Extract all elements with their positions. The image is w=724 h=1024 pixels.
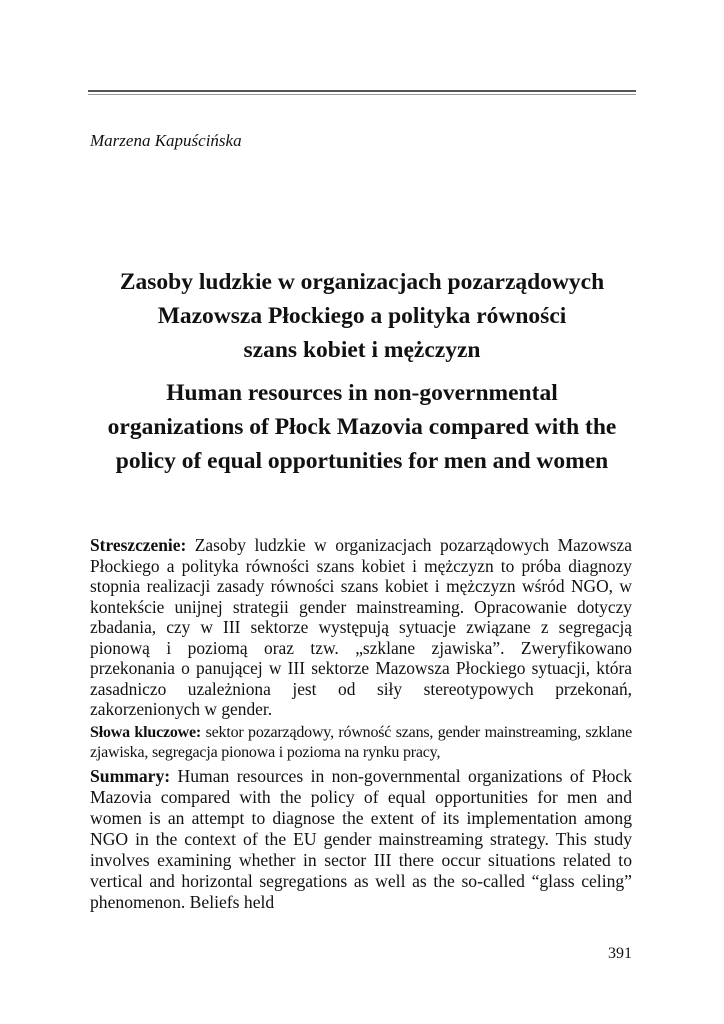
abstract-polish	[90, 535, 632, 720]
keywords-text: sektor pozarządowy, równość szans, gender mainstreaming, szklane zjawiska, segregacja pionowa i pozioma na rynku pracy,	[90, 723, 632, 761]
abstract-english-text: Human resources in non-governmental organizations of Płock Mazovia compared with the policy of equal opportunities for men and women is an attempt to diagnose the extent of its implementation among NGO in the context of the EU gender mainstreaming strategy. This study involves examining whether in sector III there occur situations related to vertical and horizontal segregations as well as the so-called “glass celing” phenomenon. Beliefs held	[90, 765, 632, 912]
title-english-line: policy of equal opportunities for men and women	[115, 448, 609, 474]
header-rule	[88, 90, 636, 92]
title-english-line: organizations of Płock Mazovia compared with the	[107, 414, 617, 440]
abstract-polish-text: Zasoby ludzkie w organizacjach pozarządowych Mazowsza Płockiego a polityka równości szans kobiet i mężczyzn to próba diagnozy stopnia realizacji zasady równości szans kobiet i mężczyzn wśród NGO, w kontekście unijnej strategii gender mainstreaming. Opracowanie dotyczy zbadania, czy w III sektorze występują sytuacje związane z segregacją pionową i poziomą oraz tzw. „szklane zjawiska”. Zweryfikowano przekonania o panującej w III sektorze Mazowsza Płockiego sytuacji, która zasadniczo uzależniona jest od siły stereotypowych przekonań, zakorzenionych w gender.	[90, 535, 632, 719]
abstract-polish-label: Streszczenie:	[90, 535, 187, 555]
abstract-section	[90, 535, 632, 916]
title-polish	[88, 265, 636, 367]
abstract-english	[90, 766, 632, 913]
keywords-label: Słowa kluczowe:	[90, 723, 202, 741]
abstract-english-label: Summary:	[90, 765, 171, 786]
title-polish-line: Zasoby ludzkie w organizacjach pozarządowych	[119, 269, 605, 295]
author-name: Marzena Kapuścińska	[90, 131, 242, 150]
title-polish-line: Mazowsza Płockiego a polityka równości	[157, 303, 567, 329]
page-number: 391	[608, 945, 632, 962]
title-english	[88, 376, 636, 478]
title-english-line: Human resources in non-governmental	[166, 380, 558, 406]
title-polish-line: szans kobiet i mężczyzn	[243, 337, 481, 363]
keywords	[90, 723, 632, 763]
